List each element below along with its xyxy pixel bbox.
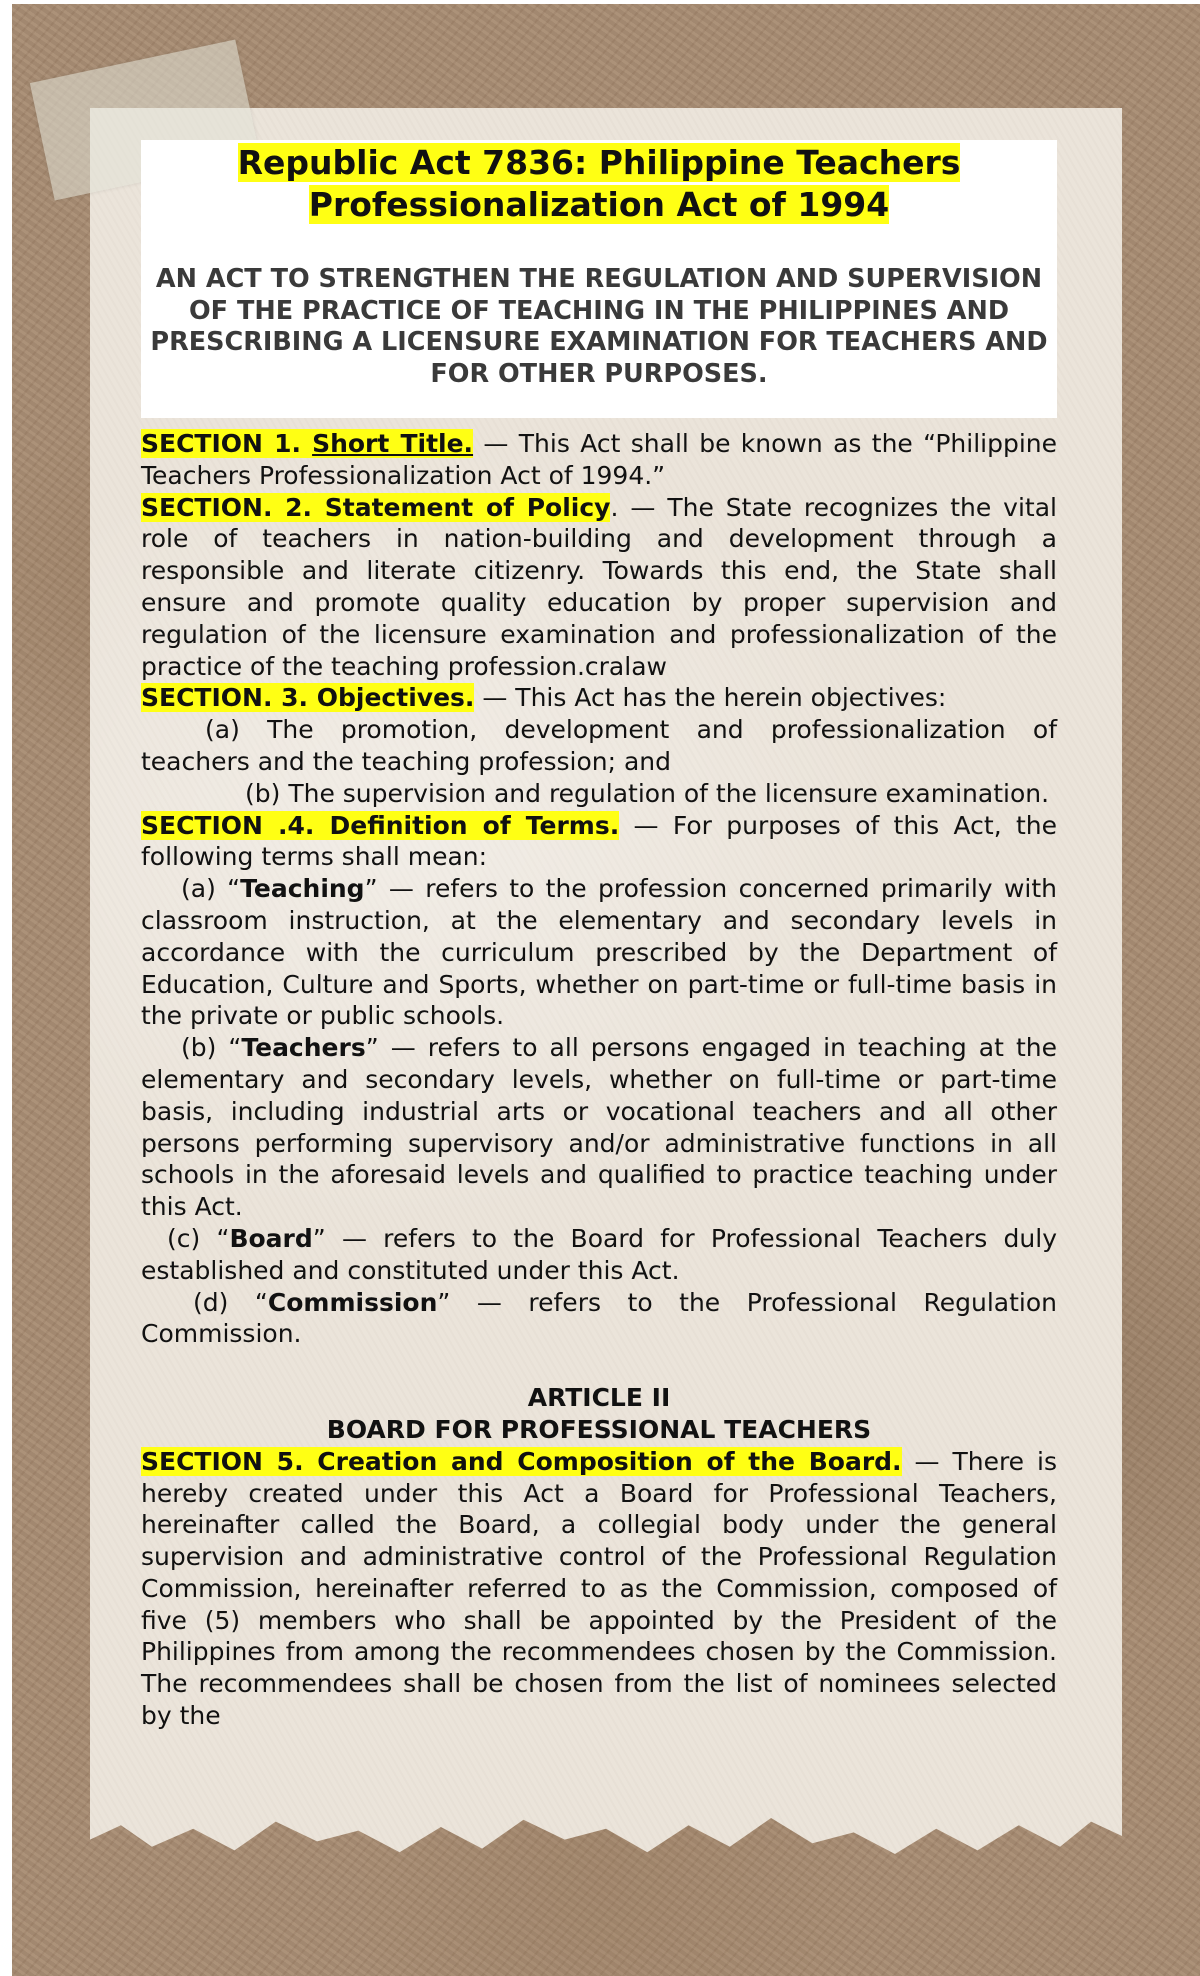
section-3-item-b: (b) The supervision and regulation of the licensure examination. bbox=[245, 778, 1050, 808]
definition-board: (c) “Board” — refers to the Board for Professional Teachers duly established and constituted under this Act. bbox=[141, 1223, 1057, 1285]
section-4 bbox=[141, 810, 1057, 874]
section-2-heading: SECTION. 2. Statement of Policy bbox=[141, 492, 611, 522]
definition-teachers: (b) “Teachers” — refers to all persons engaged in teaching at the elementary and secondary levels, whether on full-time or part-time basis, including industrial arts or vocational teachers and all other persons performing supervisory and/or administrative functions in all schools in the aforesaid levels and qualified to practice teaching under this Act. bbox=[141, 1033, 1057, 1222]
section-2 bbox=[141, 492, 1057, 683]
article-number: ARTICLE II bbox=[527, 1383, 671, 1413]
document-title: Republic Act 7836: Philippine Teachers Professionalization Act of 1994 bbox=[237, 143, 961, 224]
definition-teaching: (a) “Teaching” — refers to the profession concerned primarily with classroom instruction, at the elementary and secondary levels in accordance with the curriculum prescribed by the Department of Education, Culture and Sports, whether on part-time or full-time basis in the private or public schools. bbox=[141, 874, 1057, 1031]
section-1-text: — This Act shall be known as the “Philippine Teachers Professionalization Act of 1994.” bbox=[141, 429, 1057, 490]
document-body bbox=[141, 428, 1057, 1732]
section-5-text: — There is hereby created under this Act a Board for Professional Teachers, hereinafter called the Board, a collegial body under the general supervision and administrative control of the Professional Regulation Commission, hereinafter referred to as the Commission, composed of five (5) members who shall be appointed by the President of the Philippines from among the recommendees chosen by the Commission. The recommendees shall be chosen from the list of nominees selected by the bbox=[141, 1446, 1057, 1731]
article-name: BOARD FOR PROFESSIONAL TEACHERS bbox=[326, 1414, 872, 1444]
definition-commission: (d) “Commission” — refers to the Professional Regulation Commission. bbox=[141, 1287, 1058, 1349]
act-subtitle: AN ACT TO STRENGTHEN THE REGULATION AND SUPERVISION OF THE PRACTICE OF TEACHING IN THE PHILIPPINES AND PRESCRIBING A LICENSURE EXAMINATION FOR TEACHERS AND FOR OTHER PURPOSES. bbox=[150, 264, 1048, 389]
section-3-item-a: (a) The promotion, development and professionalization of teachers and the teaching profession; and bbox=[141, 715, 1057, 776]
section-4-text: — For purposes of this Act, the following terms shall mean: bbox=[141, 810, 1057, 872]
section-1 bbox=[141, 428, 1057, 492]
section-3-heading: SECTION. 3. Objectives. bbox=[141, 683, 475, 713]
section-1-heading: SECTION 1. Short Title. bbox=[141, 429, 474, 458]
section-5-heading: SECTION 5. Creation and Composition of the Board. bbox=[141, 1446, 902, 1476]
title-block bbox=[141, 140, 1057, 418]
section-3-text: — This Act has the herein objectives: bbox=[474, 683, 947, 713]
section-2-text: . — The State recognizes the vital role of teachers in nation-building and development through a responsible and literate citizenry. Towards this end, the State shall ensure and promote quality education by proper supervision and regulation of the licensure examination and professionalization of the practice of the teaching profession.cralaw bbox=[141, 492, 1057, 681]
document-content bbox=[141, 140, 1057, 1732]
section-4-heading: SECTION .4. Definition of Terms. bbox=[141, 810, 620, 840]
spacer bbox=[141, 1350, 1057, 1382]
section-5 bbox=[141, 1446, 1057, 1732]
section-3 bbox=[141, 682, 1057, 714]
